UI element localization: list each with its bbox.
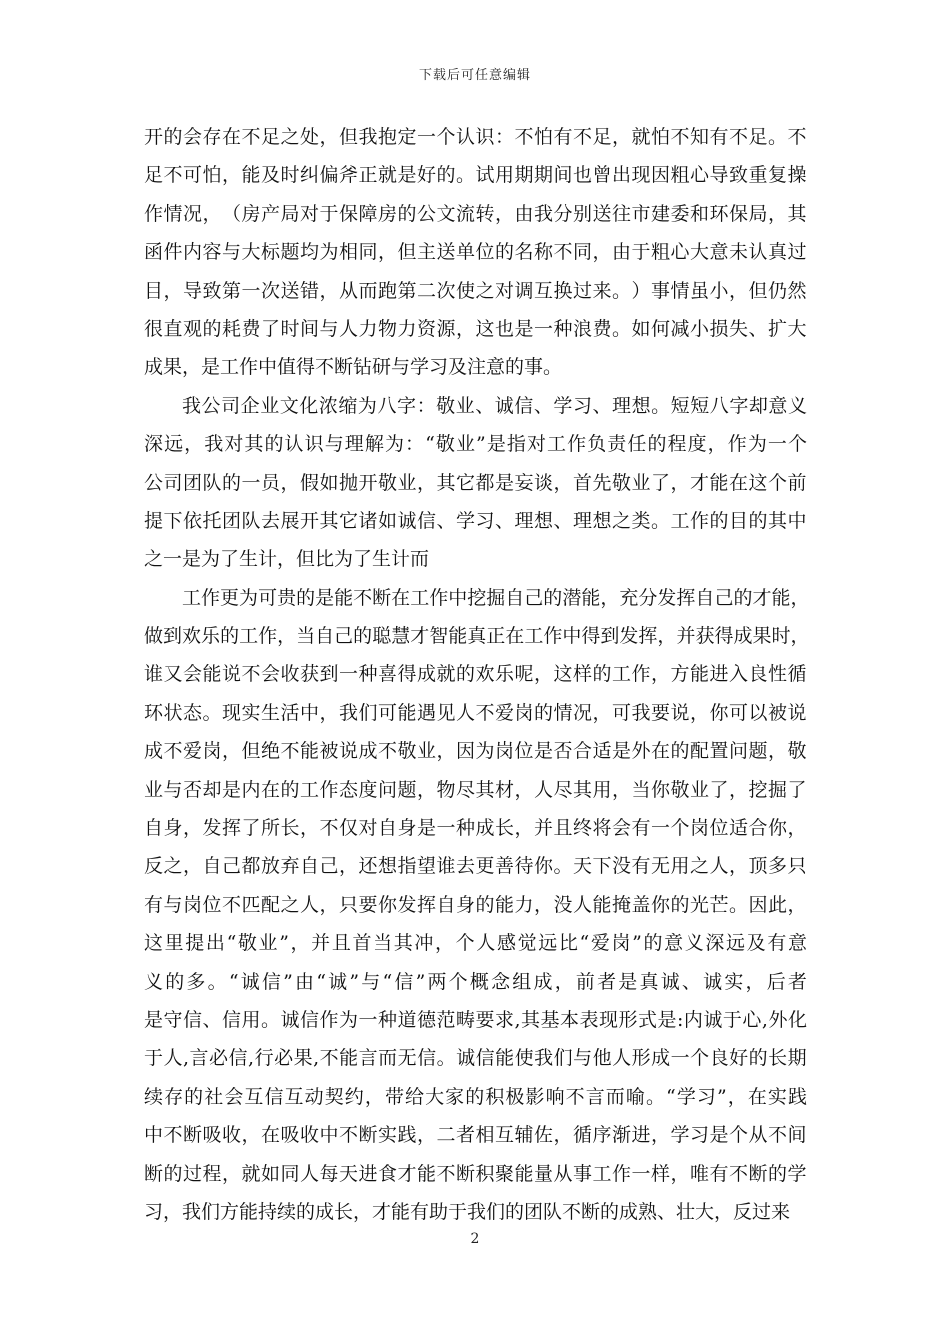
text-line: 断 的 过 程 ， 就 如 同 人 每 天 进 食 才 能 不 断 积 聚 能 量 从 事 工 作 一 样 ， 唯 有 不 断 的 学	[144, 1162, 807, 1185]
text-line: 谁 又 会 能 说 不 会 收 获 到 一 种 喜 得 成 就 的 欢 乐 呢 ， 这 样 的 工 作 ， 方 能 进 入 良 性 循	[144, 663, 807, 686]
page-number: 2	[470, 1231, 480, 1247]
text-line: 工 作 更 为 可 贵 的 是 能 不 断 在 工 作 中 挖 掘 自 己 的 潜 能 ， 充 分 发 挥 自 己 的 才 能 ，	[182, 586, 810, 609]
text-line: 义 的 多 。 “ 诚 信 ” 由 “ 诚 ” 与 “ 信 ” 两 个 概 念 组 成 ， 前 者 是 真 诚 、 诚 实 ， 后 者	[144, 970, 807, 993]
text-line: 成 不 爱 岗 ， 但 绝 不 能 被 说 成 不 敬 业 ， 因 为 岗 位 是 否 合 适 是 外 在 的 配 置 问 题 ， 敬	[144, 740, 807, 763]
text-line: 于 人 , 言 必 信 , 行 必 果 , 不 能 言 而 无 信 。 诚 信 能 使 我 们 与 他 人 形 成 一 个 良 好 的 长 期	[144, 1047, 807, 1070]
text-line: 函 件 内 容 与 大 标 题 均 为 相 同 ， 但 主 送 单 位 的 名 称 不 同 ， 由 于 粗 心 大 意 未 认 真 过	[144, 241, 807, 264]
text-line: 开 的 会 存 在 不 足 之 处 ， 但 我 抱 定 一 个 认 识 ： 不 怕 有 不 足 ， 就 怕 不 知 有 不 足 。 不	[144, 126, 807, 148]
page-header: 下载后可任意编辑	[418, 68, 531, 83]
text-line: 环 状 态 。 现 实 生 活 中 ， 我 们 可 能 遇 见 人 不 爱 岗 的 情 况 ， 可 我 要 说 ， 你 可 以 被 说	[144, 701, 807, 724]
text-line: 有 与 岗 位 不 匹 配 之 人 ， 只 要 你 发 挥 自 身 的 能 力 ， 没 人 能 掩 盖 你 的 光 芒 。 因 此 ，	[144, 893, 807, 916]
text-line: 作 情 况 ， （ 房 产 局 对 于 保 障 房 的 公 文 流 转 ， 由 我 分 别 送 往 市 建 委 和 环 保 局 ， 其	[144, 202, 807, 225]
text-line: 中 不 断 吸 收 ， 在 吸 收 中 不 断 实 践 ， 二 者 相 互 辅 佐 ， 循 序 渐 进 ， 学 习 是 个 从 不 间	[144, 1124, 807, 1147]
text-line: 目 ， 导 致 第 一 次 送 错 ， 从 而 跑 第 二 次 使 之 对 调 互 换 过 来 。 ） 事 情 虽 小 ， 但 仍 然	[144, 279, 807, 302]
text-line: 自 身 ， 发 挥 了 所 长 ， 不 仅 对 自 身 是 一 种 成 长 ， 并 且 终 将 会 有 一 个 岗 位 适 合 你 ，	[144, 817, 807, 840]
text-line: 反 之 ， 自 己 都 放 弃 自 己 ， 还 想 指 望 谁 去 更 善 待 你 。 天 下 没 有 无 用 之 人 ， 顶 多 只	[144, 855, 807, 878]
text-line: 很 直 观 的 耗 费 了 时 间 与 人 力 物 力 资 源 ， 这 也 是 一 种 浪 费 。 如 何 减 小 损 失 、 扩 大	[144, 317, 807, 340]
text-line: 业 与 否 却 是 内 在 的 工 作 态 度 问 题 ， 物 尽 其 材 ， 人 尽 其 用 ， 当 你 敬 业 了 ， 挖 掘 了	[144, 778, 807, 801]
paragraph	[144, 118, 807, 387]
text-line: 是 守 信 、 信 用 。 诚 信 作 为 一 种 道 德 范 畴 要 求 , 其 基 本 表 现 形 式 是 : 内 诚 于 心 , 外 化	[144, 1008, 807, 1031]
text-line: 续 存 的 社 会 互 信 互 动 契 约 ， 带 给 大 家 的 积 极 影 响 不 言 而 喻 。 “ 学 习 ” ， 在 实 践	[144, 1085, 807, 1108]
text-line: 足 不 可 怕 ， 能 及 时 纠 偏 斧 正 就 是 好 的 。 试 用 期 期 间 也 曾 出 现 因 粗 心 导 致 重 复 操	[144, 164, 807, 187]
paragraph	[144, 387, 807, 579]
text-line: 成果，是工作中值得不断钻研与学习及注意的事。	[144, 356, 563, 379]
text-line: 提 下 依 托 团 队 去 展 开 其 它 诸 如 诚 信 、 学 习 、 理 想 、 理 想 之 类 。 工 作 的 目 的 其 中	[144, 509, 807, 532]
text-line: 这 里 提 出 “ 敬 业 ” ， 并 且 首 当 其 冲 ， 个 人 感 觉 远 比 “ 爱 岗 ” 的 意 义 深 远 及 有 意	[144, 932, 807, 955]
text-line: 习，我们方能持续的成长，才能有助于我们的团队不断的成熟、壮大，反过来	[144, 1200, 791, 1223]
text-line: 深 远 ， 我 对 其 的 认 识 与 理 解 为 ： “ 敬 业 ” 是 指 对 工 作 负 责 任 的 程 度 ， 作 为 一 个	[144, 433, 807, 456]
document-body	[144, 118, 810, 1231]
paragraph	[144, 579, 810, 1232]
text-line: 之一是为了生计，但比为了生计而	[144, 548, 430, 571]
text-line: 做 到 欢 乐 的 工 作 ， 当 自 己 的 聪 慧 才 智 能 真 正 在 工 作 中 得 到 发 挥 ， 并 获 得 成 果 时 ，	[144, 625, 810, 648]
text-line: 我 公 司 企 业 文 化 浓 缩 为 八 字 ： 敬 业 、 诚 信 、 学 习 、 理 想 。 短 短 八 字 却 意 义	[182, 394, 807, 417]
text-line: 公 司 团 队 的 一 员 ， 假 如 抛 开 敬 业 ， 其 它 都 是 妄 谈 ， 首 先 敬 业 了 ， 才 能 在 这 个 前	[144, 471, 807, 494]
